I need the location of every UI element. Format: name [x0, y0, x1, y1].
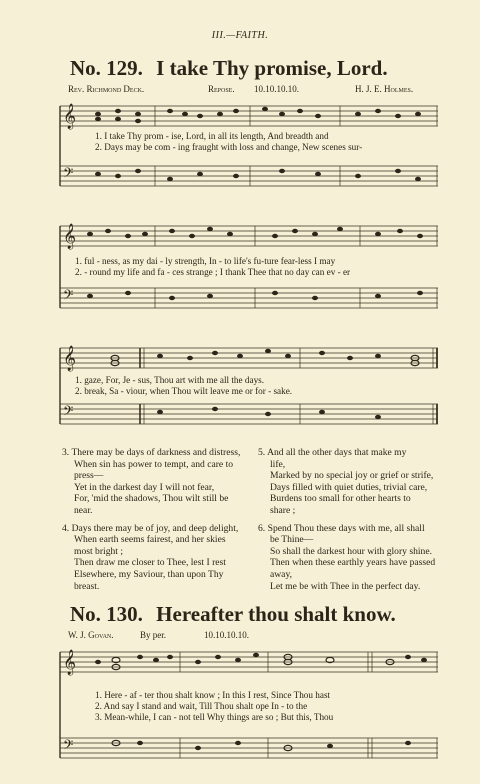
verse-line: When earth seems fairest, and her skies	[74, 534, 226, 546]
section-heading: III.—FAITH.	[211, 30, 269, 41]
bass-clef-icon: 𝄢	[63, 739, 74, 756]
verse-line: Days filled with quiet duties, trivial care,	[270, 481, 428, 493]
verse-line: Then draw me closer to Thee, lest I rest	[74, 557, 226, 569]
verse-line: Spend Thou these days with me, all shall	[267, 522, 425, 534]
bass-clef-icon: 𝄢	[63, 289, 74, 306]
tune-name: Repose.	[208, 84, 235, 94]
composer-credit: H. J. E. Holmes.	[355, 84, 414, 94]
verse-line: away,	[270, 568, 293, 580]
author-credit: Rev. Richmond Deck.	[68, 84, 145, 94]
verse-number: 3.	[62, 447, 70, 458]
verse-line: Days there may be of joy, and deep delight,	[71, 522, 239, 534]
lyric-line: 2. And say I stand and wait, Till Thou shalt ope In - to the	[95, 701, 308, 711]
hymn-number: No. 129.	[70, 56, 143, 80]
verse-line: So shall the darkest hour with glory shine.	[270, 545, 433, 557]
meter: 10.10.10.10.	[204, 630, 249, 640]
lyric-line: 3. Mean-while, I can - not tell Why things are so ; But this, Thou	[95, 712, 334, 722]
verse-line: be Thine—	[270, 534, 314, 546]
verse-line: Elsewhere, my Saviour, than upon Thy	[74, 568, 224, 580]
verse-line: share ;	[270, 504, 296, 516]
meter: 10.10.10.10.	[254, 84, 299, 94]
hymn-130-title	[70, 602, 396, 627]
treble-clef-icon: 𝄞	[63, 345, 77, 370]
verse-line: There may be days of darkness and distress,	[71, 447, 241, 458]
lyric-line: 1. ful - ness, as my dai - ly strength, In - to life's fu-ture fear-less I may	[75, 256, 336, 266]
verse-line: When sin has power to tempt, and care to	[74, 458, 234, 470]
lyric-line: 2. Days may be com - ing fraught with loss and change, New scenes sur-	[95, 142, 363, 152]
verse-number: 6.	[258, 522, 266, 534]
lyric-line: 1. gaze, For, Je - sus, Thou art with me all the days.	[75, 375, 265, 385]
verses-left	[62, 447, 258, 592]
hymn-129-title	[70, 56, 388, 81]
verse-3	[62, 447, 258, 517]
verse-line: most bright ;	[74, 545, 124, 557]
bass-clef-icon: 𝄢	[63, 167, 74, 184]
verse-line: press—	[74, 470, 104, 482]
verse-5	[258, 447, 458, 517]
hymn-name: I take Thy promise, Lord.	[156, 56, 388, 80]
verse-line: Marked by no special joy or grief or strife,	[270, 470, 434, 482]
author-credit: W. J. Govan.	[68, 630, 114, 640]
lyric-line: 1. I take Thy prom - ise, Lord, in all its length, And breadth and	[95, 131, 329, 141]
treble-clef-icon: 𝄞	[63, 223, 77, 248]
verse-line: And all the other days that make my	[267, 447, 407, 458]
verse-line: Then when these earthly years have passed	[270, 557, 436, 569]
bass-clef-icon: 𝄢	[63, 405, 74, 422]
treble-clef-icon: 𝄞	[63, 649, 77, 674]
verse-number: 4.	[62, 522, 70, 534]
verse-6	[258, 523, 458, 593]
treble-clef-icon: 𝄞	[63, 103, 77, 128]
lyric-line: 2. break, Sa - viour, when Thou wilt leave me or for - sake.	[75, 386, 293, 396]
verse-line: breast.	[74, 580, 100, 592]
verse-line: near.	[74, 504, 93, 516]
verse-line: life,	[270, 458, 286, 470]
hymn-name: Hereafter thou shalt know.	[156, 602, 396, 626]
lyric-line: 1. Here - af - ter thou shalt know ; In this I rest, Since Thou hast	[95, 690, 331, 700]
lyric-line: 2. - round my life and fa - ces strange ; I thank Thee that no day can ev - er	[75, 267, 351, 277]
verses-right	[258, 447, 458, 592]
verse-line: Burdens too small for other hearts to	[270, 493, 411, 505]
verse-number: 5.	[258, 447, 266, 458]
permission-note: By per.	[140, 630, 166, 640]
verse-4	[62, 523, 258, 593]
hymn-number: No. 130.	[70, 602, 143, 626]
verse-line: For, 'mid the shadows, Thou wilt still be	[74, 493, 229, 505]
verse-line: Let me be with Thee in the perfect day.	[270, 580, 421, 592]
verse-line: Yet in the darkest day I will not fear,	[74, 481, 215, 493]
